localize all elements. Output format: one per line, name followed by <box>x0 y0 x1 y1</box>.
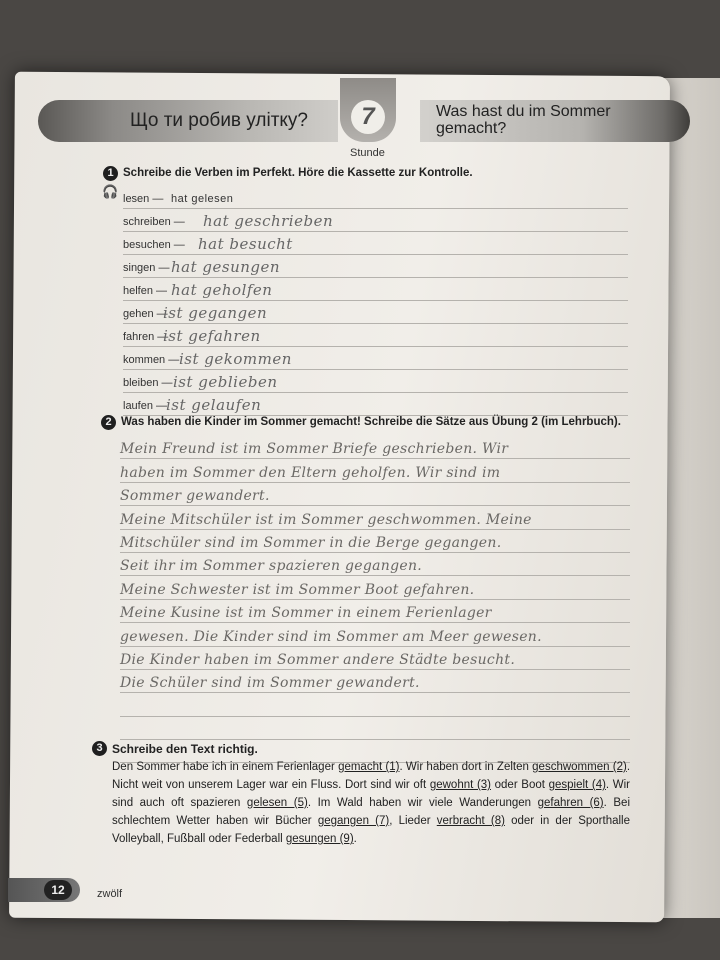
page-number-tab <box>8 878 80 902</box>
underlined-word: gegangen (7) <box>317 815 390 827</box>
text-segment: , Lieder <box>389 815 437 827</box>
verb-infinitive: kommen — <box>123 354 180 366</box>
verb-infinitive: gehen — <box>123 308 168 320</box>
underlined-word: gemacht (1) <box>338 761 400 773</box>
text-segment: . Im Wald haben wir viele Wanderungen <box>307 797 538 809</box>
verb-answer: ist gekommen <box>179 350 292 368</box>
handwritten-sentence: Meine Kusine ist im Sommer in einem Ferienlager <box>120 605 492 622</box>
handwritten-sentence: Sommer gewandert. <box>120 488 270 505</box>
verb-list <box>123 186 628 416</box>
handwritten-sentence: Die Schüler sind im Sommer gewandert. <box>120 675 420 692</box>
underlined-word: gefahren (6) <box>537 797 604 809</box>
verb-answer: ist geblieben <box>173 373 278 391</box>
verb-row <box>123 255 628 278</box>
exercise-3-title: Schreibe den Text richtig. <box>112 742 258 756</box>
exercise-3-text <box>112 758 630 848</box>
exercise-2-title: Was haben die Kinder im Sommer gemacht! Schreibe die Sätze aus Übung 2 (im Lehrbuch). <box>121 416 621 428</box>
exercise-1-title: Schreibe die Verben im Perfekt. Höre die Kassette zur Kontrolle. <box>123 167 473 179</box>
answer-line <box>120 553 630 576</box>
answer-line <box>120 506 630 529</box>
header-band-right <box>420 100 690 142</box>
underlined-word: gelesen (5) <box>246 797 308 809</box>
text-segment: oder in der Sporthalle Volleyball, Fußball oder Federball <box>112 815 631 845</box>
answer-line <box>120 576 630 599</box>
text-segment: . <box>353 833 357 845</box>
verb-row <box>123 278 628 301</box>
ukrainian-title: Що ти робив улітку? <box>130 110 308 131</box>
handwritten-sentence: Mein Freund ist im Sommer Briefe geschrieben. Wir <box>120 441 509 458</box>
underlined-word: geschwommen (2) <box>532 761 627 773</box>
lesson-label: Stunde <box>350 147 385 159</box>
answer-line <box>120 647 630 670</box>
answer-line <box>120 459 630 482</box>
verb-answer: ist gefahren <box>163 327 261 345</box>
lesson-badge <box>340 78 396 142</box>
answer-line <box>120 600 630 623</box>
verb-row <box>123 209 628 232</box>
verb-row <box>123 301 628 324</box>
verb-row <box>123 186 628 209</box>
verb-row <box>123 393 628 416</box>
verb-infinitive: bleiben — <box>123 377 173 389</box>
verb-infinitive: laufen — <box>123 400 168 412</box>
verb-answer: hat gelesen <box>171 193 234 205</box>
handwritten-sentence: Die Kinder haben im Sommer andere Städte besucht. <box>120 651 516 668</box>
text-segment: . Nicht weit von unserem Lager war ein Fluss. Dort sind wir oft <box>112 761 631 791</box>
text-segment: Den Sommer habe ich in einem Ferienlager <box>112 761 339 773</box>
underlined-word: gewohnt (3) <box>429 779 491 791</box>
handwritten-sentence: gewesen. Die Kinder sind im Sommer am Meer gewesen. <box>120 628 542 645</box>
exercise-2-number: 2 <box>101 415 116 430</box>
handwritten-sentence: haben im Sommer den Eltern geholfen. Wir sind im <box>120 464 501 481</box>
verb-row <box>123 324 628 347</box>
underlined-word: gesungen (9) <box>285 833 354 845</box>
verb-infinitive: singen — <box>123 262 170 274</box>
verb-answer: ist gegangen <box>163 304 268 322</box>
verb-answer: hat gesungen <box>171 258 281 276</box>
verb-answer: hat geschrieben <box>203 212 334 230</box>
header-band-left <box>38 100 338 142</box>
headphones-icon: 🎧 <box>102 184 119 199</box>
handwritten-sentence: Mitschüler sind im Sommer in die Berge gegangen. <box>120 534 502 551</box>
lesson-number: 7 <box>351 100 385 134</box>
verb-answer: hat besucht <box>198 235 293 253</box>
verb-infinitive: helfen — <box>123 285 168 297</box>
verb-row <box>123 347 628 370</box>
text-segment: oder Boot <box>491 779 549 791</box>
underlined-word: verbracht (8) <box>436 815 505 827</box>
handwritten-sentence: Meine Schwester ist im Sommer Boot gefahren. <box>120 581 475 598</box>
verb-infinitive: fahren — <box>123 331 169 343</box>
exercise-3-number: 3 <box>92 741 107 756</box>
answer-line <box>120 530 630 553</box>
answer-line <box>120 483 630 506</box>
verb-row <box>123 370 628 393</box>
answer-lines <box>120 436 630 763</box>
exercise-1-number: 1 <box>103 166 118 181</box>
verb-row <box>123 232 628 255</box>
page-word: zwölf <box>97 888 123 900</box>
text-segment: . Bei schlechtem Wetter haben wir Bücher <box>112 797 630 827</box>
underlined-word: gespielt (4) <box>548 779 606 791</box>
answer-line <box>120 436 630 459</box>
verb-infinitive: lesen — <box>123 193 164 205</box>
verb-infinitive: schreiben — <box>123 216 185 228</box>
verb-answer: hat geholfen <box>171 281 273 299</box>
handwritten-sentence: Meine Mitschüler ist im Sommer geschwommen. Meine <box>120 511 532 528</box>
page-number: 12 <box>44 880 72 900</box>
text-segment: . Wir haben dort in Zelten <box>399 761 533 773</box>
answer-line <box>120 670 630 693</box>
answer-line <box>120 717 630 740</box>
text-segment: . Wir sind auch oft spazieren <box>112 779 630 809</box>
handwritten-sentence: Seit ihr im Sommer spazieren gegangen. <box>120 558 423 575</box>
answer-line <box>120 623 630 646</box>
verb-infinitive: besuchen — <box>123 239 185 251</box>
answer-line <box>120 693 630 716</box>
verb-answer: ist gelaufen <box>166 396 262 414</box>
german-title: Was hast du im Sommer gemacht? <box>436 103 611 137</box>
